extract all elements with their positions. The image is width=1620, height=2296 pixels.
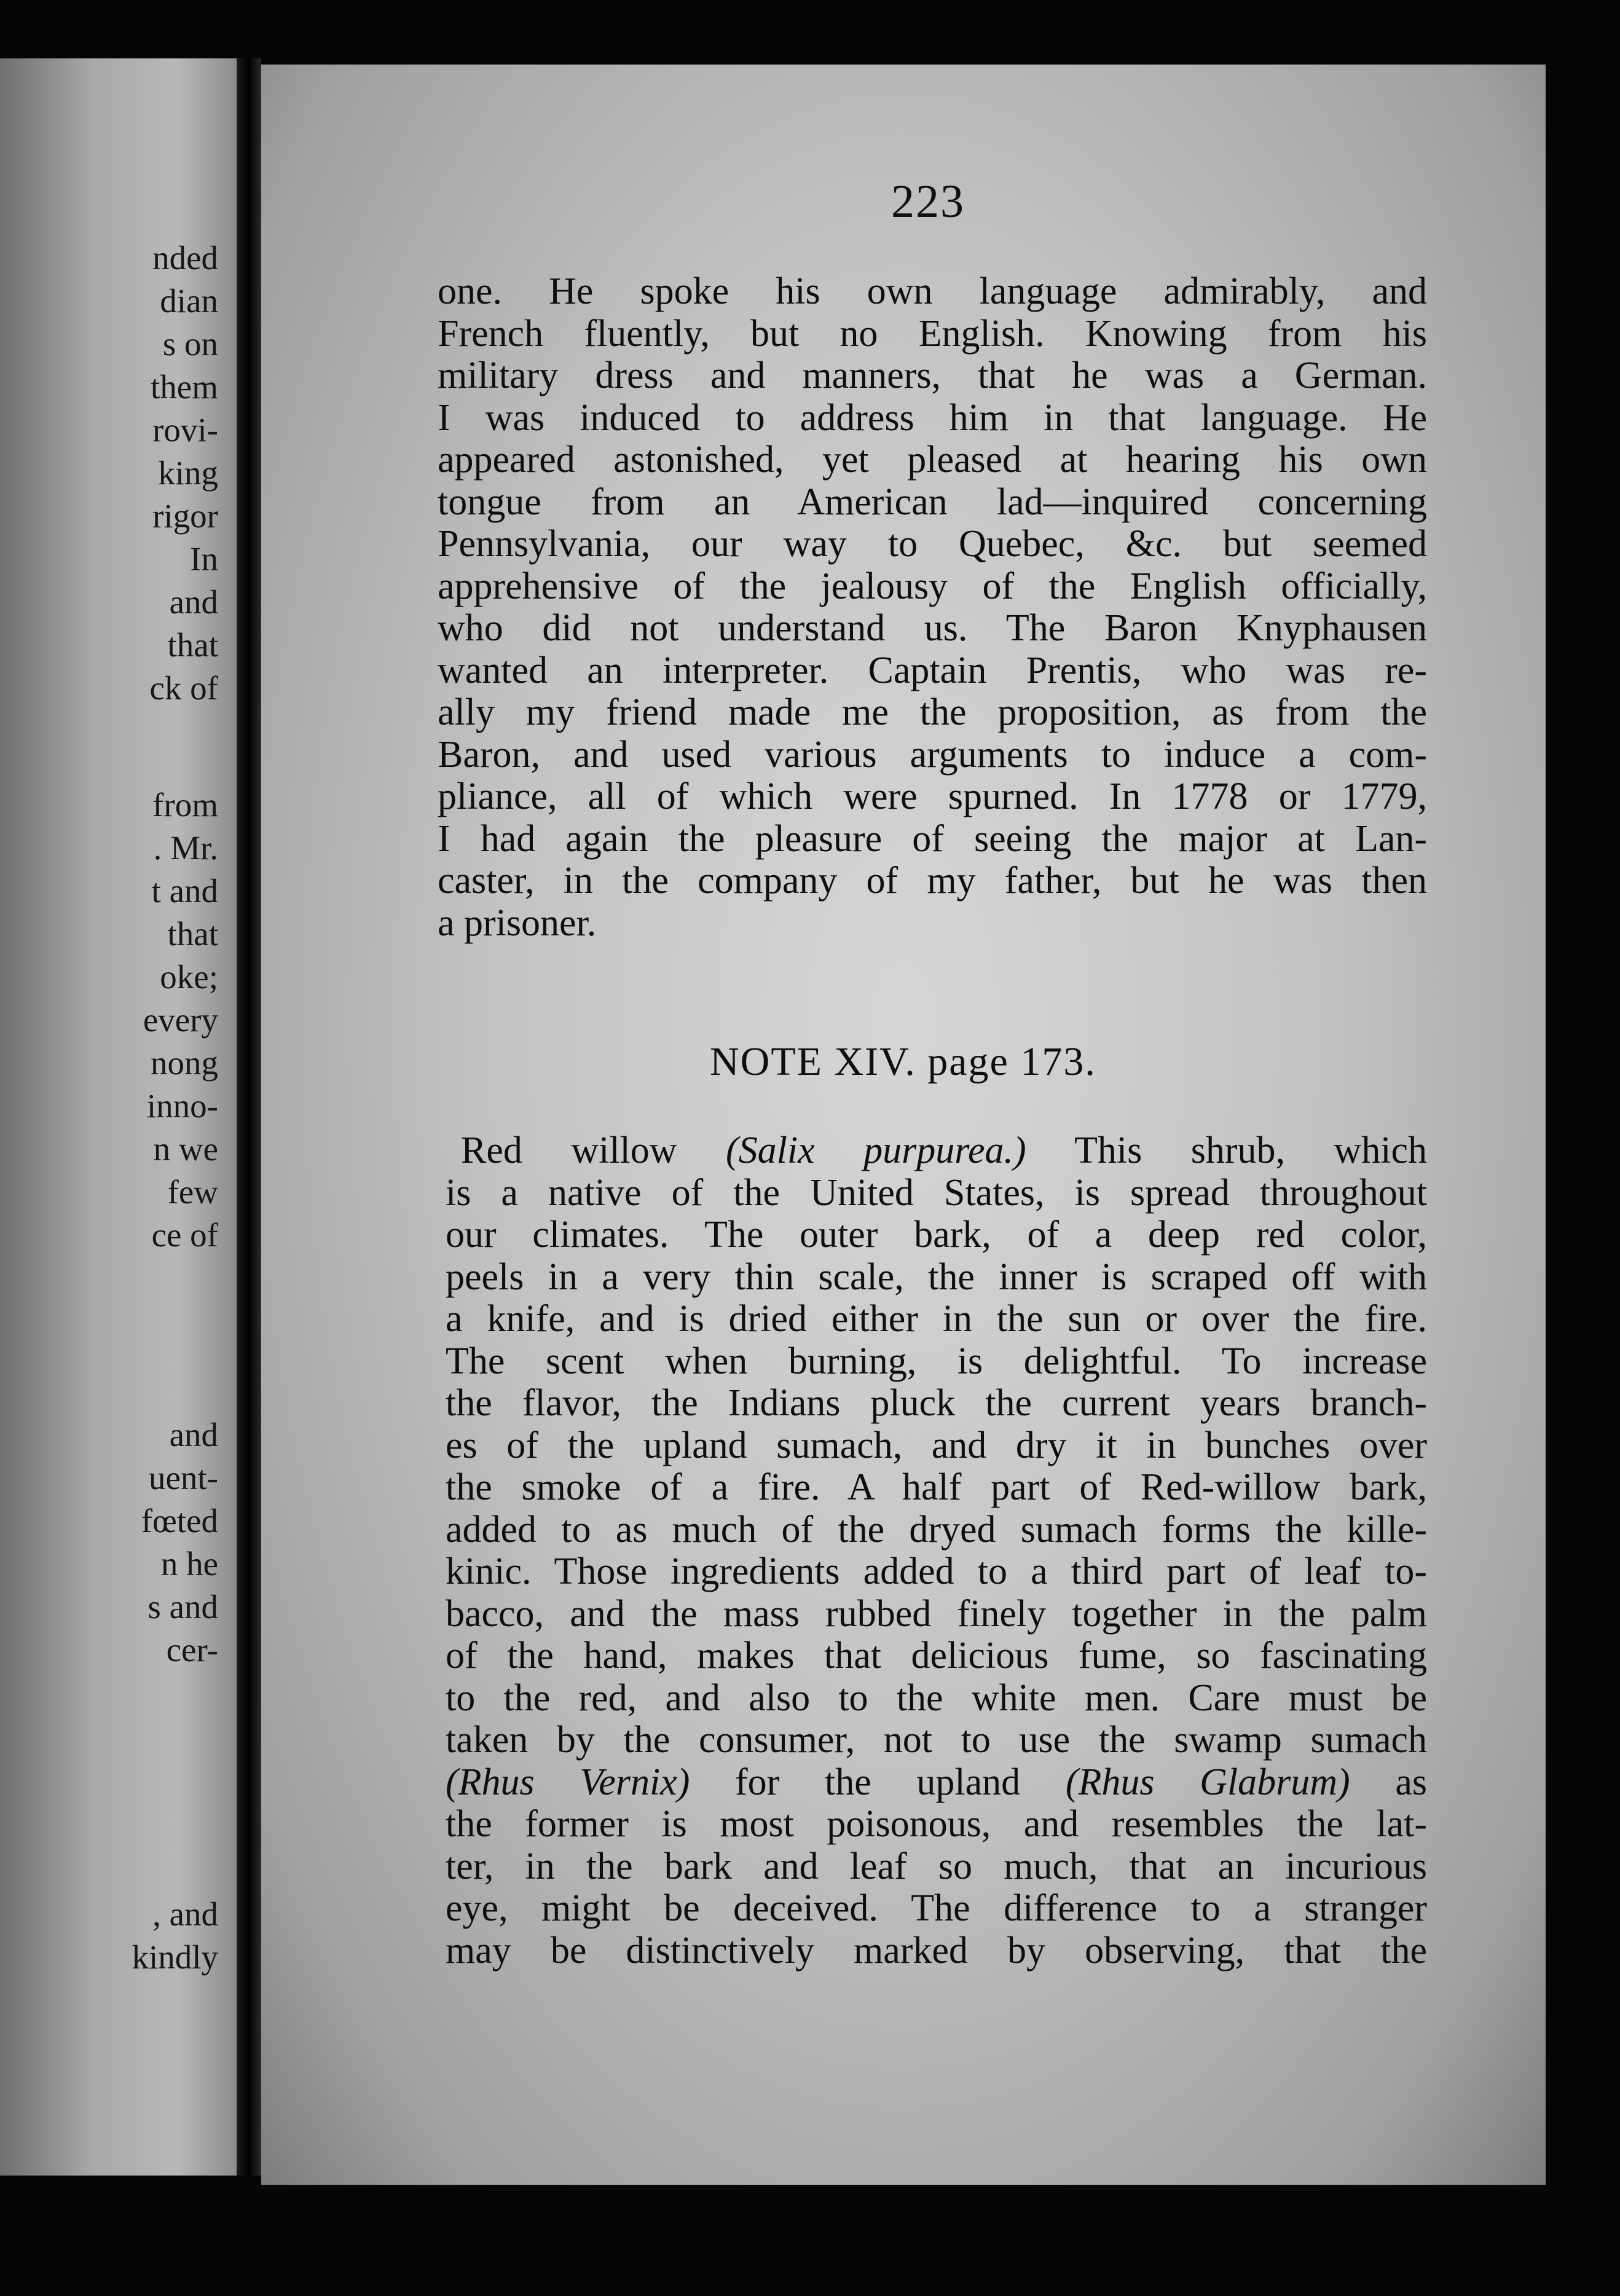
left-page-fragment: rovi- bbox=[152, 411, 218, 449]
left-page-fragment: s and bbox=[147, 1588, 218, 1626]
text-line: ter, in the bark and leaf so much, that an incurious bbox=[446, 1845, 1427, 1887]
text-line: I had again the pleasure of seeing the major at Lan- bbox=[438, 817, 1427, 860]
paragraph-2-tail bbox=[446, 1803, 1427, 1972]
text-line: who did not understand us. The Baron Knyphausen bbox=[438, 607, 1427, 649]
text-line: the flavor, the Indians pluck the current years branch- bbox=[446, 1382, 1427, 1424]
text-line: may be distinctively marked by observing, that the bbox=[446, 1929, 1427, 1972]
paragraph-2-body bbox=[446, 1172, 1427, 1761]
book-gutter bbox=[237, 58, 261, 2176]
text-line: appeared astonished, yet pleased at hearing his own bbox=[438, 439, 1427, 481]
left-page-fragment: kindly bbox=[132, 1938, 218, 1976]
text-line: wanted an interpreter. Captain Prentis, who was re- bbox=[438, 649, 1427, 691]
left-page-fragment: nong bbox=[151, 1044, 218, 1082]
left-page-fragment: from bbox=[152, 786, 218, 824]
text-line: a prisoner. bbox=[438, 902, 597, 944]
text-line: peels in a very thin scale, the inner is scraped off with bbox=[446, 1256, 1427, 1298]
paragraph-1 bbox=[438, 270, 1427, 944]
note-heading: NOTE XIV. page 173. bbox=[710, 1039, 1096, 1084]
left-page-fragment: In bbox=[190, 540, 218, 578]
left-page-fragment: few bbox=[167, 1173, 218, 1211]
text-line: ally my friend made me the proposition, as from the bbox=[438, 691, 1427, 733]
line-1-start: Red willow bbox=[461, 1130, 677, 1171]
text-line: the former is most poisonous, and resembles the lat- bbox=[446, 1803, 1427, 1845]
left-page-fragment: ck of bbox=[149, 669, 218, 707]
line-16-end: as bbox=[1395, 1761, 1428, 1803]
page-number: 223 bbox=[891, 176, 965, 227]
line-1-end: This shrub, which bbox=[1074, 1130, 1427, 1171]
left-page-fragment: ce of bbox=[151, 1216, 218, 1254]
text-line: kinic. Those ingredients added to a third part of leaf to- bbox=[446, 1551, 1427, 1592]
left-page-fragment: oke; bbox=[160, 958, 218, 996]
left-page-fragment: every bbox=[143, 1001, 218, 1039]
text-line: added to as much of the dryed sumach forms the kille- bbox=[446, 1508, 1427, 1551]
text-line: I was induced to address him in that language. He bbox=[438, 396, 1427, 439]
paragraph-2-line-1 bbox=[446, 1130, 1427, 1172]
text-line: military dress and manners, that he was a German. bbox=[438, 355, 1427, 396]
text-line: The scent when burning, is delightful. To increase bbox=[446, 1340, 1427, 1382]
left-page-fragment: cer- bbox=[166, 1631, 218, 1669]
text-line: taken by the consumer, not to use the swamp sumach bbox=[446, 1719, 1427, 1761]
text-line: pliance, all of which were spurned. In 1778 or 1779, bbox=[438, 776, 1427, 817]
left-page-fragment: uent- bbox=[148, 1459, 218, 1496]
text-line: our climates. The outer bark, of a deep red color, bbox=[446, 1214, 1427, 1256]
latin-name-salix: (Salix purpurea.) bbox=[726, 1130, 1026, 1171]
left-page-fragment: , and bbox=[152, 1895, 218, 1933]
left-page-fragment: them bbox=[151, 368, 218, 406]
left-page-fragment: n we bbox=[153, 1130, 218, 1168]
text-line: French fluently, but no English. Knowing from his bbox=[438, 312, 1427, 355]
left-page-fragment: that bbox=[167, 915, 218, 953]
left-page-fragment: s on bbox=[162, 325, 218, 363]
left-page-fragment: n he bbox=[160, 1545, 218, 1582]
left-page-fragment: and bbox=[169, 1416, 218, 1453]
text-line: bacco, and the mass rubbed finely together in the palm bbox=[446, 1592, 1427, 1635]
latin-name-rhus-glabrum: (Rhus Glabrum) bbox=[1065, 1761, 1350, 1803]
text-line: tongue from an American lad—inquired concerning bbox=[438, 481, 1427, 523]
left-page-fragment: rigor bbox=[152, 497, 218, 535]
left-page-fragment: fœted bbox=[141, 1502, 218, 1539]
text-line: the smoke of a fire. A half part of Red-willow bark, bbox=[446, 1466, 1427, 1508]
left-page-fragment: . Mr. bbox=[153, 829, 218, 867]
latin-name-rhus-vernix: (Rhus Vernix) bbox=[446, 1761, 690, 1803]
text-line: one. He spoke his own language admirably, and bbox=[438, 270, 1427, 312]
text-line: to the red, and also to the white men. Care must be bbox=[446, 1677, 1427, 1719]
text-line: is a native of the United States, is spread throughout bbox=[446, 1171, 1427, 1214]
text-line: a knife, and is dried either in the sun or over the fire. bbox=[446, 1298, 1427, 1340]
left-facing-page bbox=[0, 58, 237, 2176]
left-page-fragment: king bbox=[158, 454, 218, 492]
left-page-fragment: dian bbox=[160, 282, 218, 320]
left-page-fragment: inno- bbox=[146, 1087, 218, 1125]
left-page-fragment: that bbox=[167, 626, 218, 664]
line-16-middle: for the upland bbox=[735, 1761, 1021, 1803]
text-line: Pennsylvania, our way to Quebec, &c. but seemed bbox=[438, 523, 1427, 565]
left-page-fragment: t and bbox=[151, 872, 218, 910]
text-line: es of the upland sumach, and dry it in bunches over bbox=[446, 1424, 1427, 1466]
text-line: eye, might be deceived. The difference to a stranger bbox=[446, 1887, 1427, 1929]
paragraph-2 bbox=[446, 1130, 1427, 1972]
text-line: Baron, and used various arguments to induce a com- bbox=[438, 733, 1427, 776]
left-page-fragment: and bbox=[169, 583, 218, 621]
paragraph-2-line-16 bbox=[446, 1761, 1427, 1804]
text-line: caster, in the company of my father, but he was then bbox=[438, 860, 1427, 902]
text-line: apprehensive of the jealousy of the English officially, bbox=[438, 565, 1427, 607]
left-page-fragment: nded bbox=[152, 239, 218, 277]
text-line: of the hand, makes that delicious fume, so fascinating bbox=[446, 1635, 1427, 1677]
